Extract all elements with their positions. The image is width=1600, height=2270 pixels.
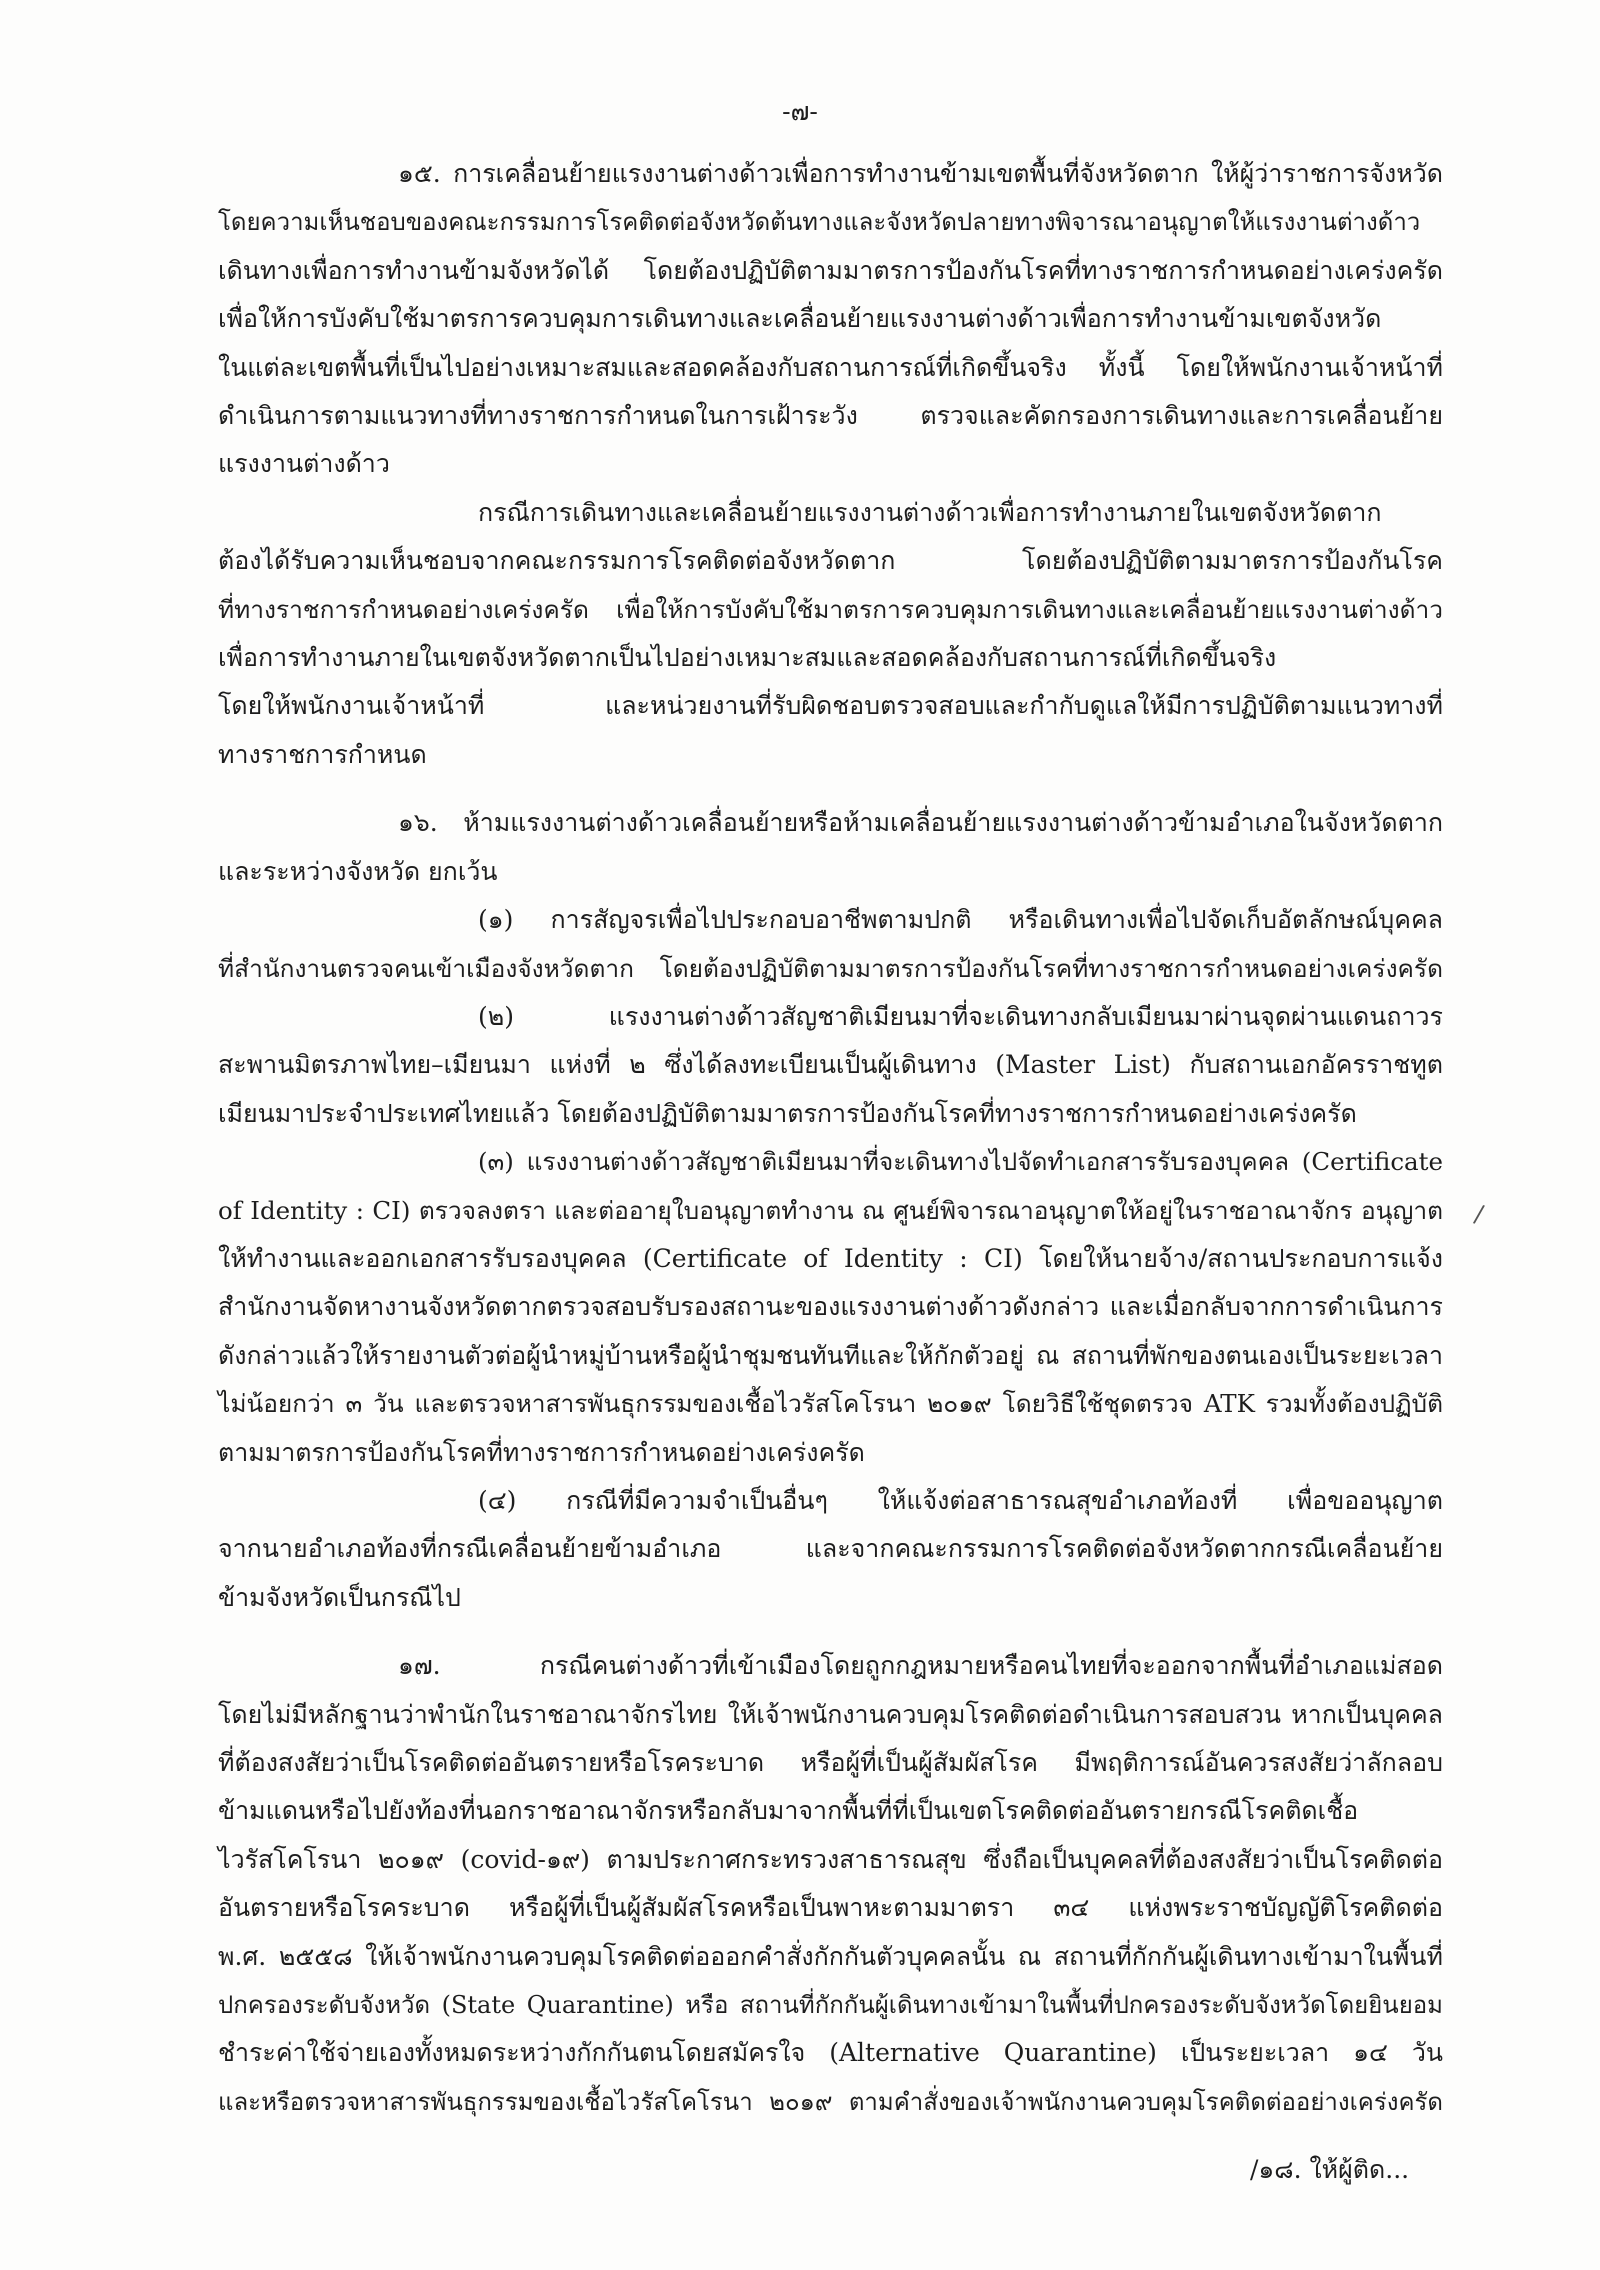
- continuation-marker: /๑๘. ให้ผู้ติด...: [1250, 2155, 1410, 2184]
- text-line: เพื่อการทำงานภายในเขตจังหวัดตากเป็นไปอย่างเหมาะสมและสอดคล้องกับสถานการณ์ที่เกิดขึ้นจริง: [218, 643, 1277, 673]
- text-line: จากนายอำเภอท้องที่กรณีเคลื่อนย้ายข้ามอำเภอ และจากคณะกรรมการโรคติดต่อจังหวัดตากกรณีเคลื่อนย้าย: [218, 1534, 1443, 1564]
- text-line: โดยความเห็นชอบของคณะกรรมการโรคติดต่อจังหวัดต้นทางและจังหวัดปลายทางพิจารณาอนุญาตให้แรงงานต่างด้าว: [218, 208, 1421, 237]
- text-line: พ.ศ. ๒๕๕๘ ให้เจ้าพนักงานควบคุมโรคติดต่อออกคำสั่งกักกันตัวบุคคลนั้น ณ สถานที่กักกันผู้เดินทางเข้ามาในพื้นที่: [218, 1941, 1443, 1971]
- text-line: เมียนมาประจำประเทศไทยแล้ว โดยต้องปฏิบัติตามมาตรการป้องกันโรคที่ทางราชการกำหนดอย่างเคร่งครัด: [218, 1098, 1357, 1128]
- text-line: โดยไม่มีหลักฐานว่าพำนักในราชอาณาจักรไทย ให้เจ้าพนักงานควบคุมโรคติดต่อดำเนินการสอบสวน หากเป็นบุคคล: [218, 1699, 1443, 1729]
- text-line: ดังกล่าวแล้วให้รายงานตัวต่อผู้นำหมู่บ้านหรือผู้นำชุมชนทันทีและให้กักตัวอยู่ ณ สถานที่พักของตนเองเป็นระยะเวลา: [218, 1340, 1443, 1370]
- text-line: ที่สำนักงานตรวจคนเข้าเมืองจังหวัดตาก โดยต้องปฏิบัติตามมาตรการป้องกันโรคที่ทางราชการกำหนดอย่างเคร่งครัด: [218, 953, 1443, 983]
- text-line: ในแต่ละเขตพื้นที่เป็นไปอย่างเหมาะสมและสอดคล้องกับสถานการณ์ที่เกิดขึ้นจริง ทั้งนี้ โดยให้พนักงานเจ้าหน้าที่: [218, 352, 1443, 382]
- text-line: (๒) แรงงานต่างด้าวสัญชาติเมียนมาที่จะเดินทางกลับเมียนมาผ่านจุดผ่านแดนถาวร: [478, 1001, 1443, 1031]
- text-line: ข้ามจังหวัดเป็นกรณีไป: [218, 1582, 461, 1612]
- document-body: [218, 150, 1443, 2126]
- section-16-paragraph: [218, 799, 1443, 1622]
- text-line: และหรือตรวจหาสารพันธุกรรมของเชื้อไวรัสโคโรนา ๒๐๑๙ ตามคำสั่งของเจ้าพนักงานควบคุมโรคติดต่ออย่างเคร่งครัด: [218, 2087, 1443, 2116]
- section-17-paragraph: [218, 1642, 1443, 2126]
- text-line: ทางราชการกำหนด: [218, 739, 427, 769]
- stray-pen-mark: /: [1472, 1199, 1486, 1229]
- text-line: ๑๖. ห้ามแรงงานต่างด้าวเคลื่อนย้ายหรือห้ามเคลื่อนย้ายแรงงานต่างด้าวข้ามอำเภอในจังหวัดตาก: [398, 808, 1443, 838]
- text-line: ที่ต้องสงสัยว่าเป็นโรคติดต่ออันตรายหรือโรคระบาด หรือผู้ที่เป็นผู้สัมผัสโรค มีพฤติการณ์อันควรสงสัยว่าลักลอบ: [218, 1748, 1443, 1777]
- text-line: of Identity : CI) ตรวจลงตรา และต่ออายุใบอนุญาตทำงาน ณ ศูนย์พิจารณาอนุญาตให้อยู่ในราชอาณาจักร อนุญาต: [218, 1195, 1443, 1225]
- page-number: -๗-: [782, 97, 818, 126]
- text-line: (๓) แรงงานต่างด้าวสัญชาติเมียนมาที่จะเดินทางไปจัดทำเอกสารรับรองบุคคล (Certificate: [478, 1147, 1443, 1177]
- text-line: ชำระค่าใช้จ่ายเองทั้งหมดระหว่างกักกันตนโดยสมัครใจ (Alternative Quarantine) เป็นระยะเวลา ๑๔ วัน: [218, 2038, 1443, 2068]
- text-line: ตามมาตรการป้องกันโรคที่ทางราชการกำหนดอย่างเคร่งครัด: [218, 1437, 865, 1467]
- text-line: ไวรัสโคโรนา ๒๐๑๙ (covid-๑๙) ตามประกาศกระทรวงสาธารณสุข ซึ่งถือเป็นบุคคลที่ต้องสงสัยว่าเป็นโรคติดต่อ: [218, 1844, 1443, 1874]
- text-line: ให้ทำงานและออกเอกสารรับรองบุคคล (Certificate of Identity : CI) โดยให้นายจ้าง/สถานประกอบการแจ้ง: [218, 1243, 1443, 1273]
- text-line: (๔) กรณีที่มีความจำเป็นอื่นๆ ให้แจ้งต่อสาธารณสุขอำเภอท้องที่ เพื่อขออนุญาต: [478, 1485, 1443, 1515]
- text-line: ๑๗. กรณีคนต่างด้าวที่เข้าเมืองโดยถูกกฎหมายหรือคนไทยที่จะออกจากพื้นที่อำเภอแม่สอด: [398, 1651, 1443, 1681]
- text-line: ข้ามแดนหรือไปยังท้องที่นอกราชอาณาจักรหรือกลับมาจากพื้นที่ที่เป็นเขตโรคติดต่ออันตรายกรณีโรคติดเชื้อ: [218, 1796, 1359, 1826]
- text-line: สะพานมิตรภาพไทย–เมียนมา แห่งที่ ๒ ซึ่งได้ลงทะเบียนเป็นผู้เดินทาง (Master List) กับสถานเอกอัครราชทูต: [218, 1050, 1443, 1080]
- text-line: ปกครองระดับจังหวัด (State Quarantine) หรือ สถานที่กักกันผู้เดินทางเข้ามาในพื้นที่ปกครองระดับจังหวัดโดยยินยอม: [218, 1991, 1443, 2020]
- text-line: และระหว่างจังหวัด ยกเว้น: [218, 856, 498, 886]
- text-line: (๑) การสัญจรเพื่อไปประกอบอาชีพตามปกติ หรือเดินทางเพื่อไปจัดเก็บอัตลักษณ์บุคคล: [478, 905, 1443, 935]
- section-15-sub-paragraph: [218, 489, 1443, 779]
- text-line: ไม่น้อยกว่า ๓ วัน และตรวจหาสารพันธุกรรมของเชื้อไวรัสโคโรนา ๒๐๑๙ โดยวิธีใช้ชุดตรวจ ATK รวมทั้งต้องปฏิบัติ: [218, 1389, 1443, 1419]
- section-15-paragraph: [218, 150, 1443, 489]
- text-line: สำนักงานจัดหางานจังหวัดตากตรวจสอบรับรองสถานะของแรงงานต่างด้าวดังกล่าว และเมื่อกลับจากการดำเนินการ: [218, 1292, 1443, 1322]
- text-line: แรงงานต่างด้าว: [218, 449, 390, 479]
- text-line: เดินทางเพื่อการทำงานข้ามจังหวัดได้ โดยต้องปฏิบัติตามมาตรการป้องกันโรคที่ทางราชการกำหนดอย่างเคร่งครัด: [218, 255, 1443, 285]
- text-line: เพื่อให้การบังคับใช้มาตรการควบคุมการเดินทางและเคลื่อนย้ายแรงงานต่างด้าวเพื่อการทำงานข้ามเขตจังหวัด: [218, 304, 1382, 334]
- text-line: ๑๕. การเคลื่อนย้ายแรงงานต่างด้าวเพื่อการทำงานข้ามเขตพื้นที่จังหวัดตาก ให้ผู้ว่าราชการจังหวัด: [398, 159, 1443, 188]
- text-line: ต้องได้รับความเห็นชอบจากคณะกรรมการโรคติดต่อจังหวัดตาก โดยต้องปฏิบัติตามมาตรการป้องกันโรค: [218, 546, 1443, 576]
- text-line: อันตรายหรือโรคระบาด หรือผู้ที่เป็นผู้สัมผัสโรคหรือเป็นพาหะตามมาตรา ๓๔ แห่งพระราชบัญญัติโรคติดต่อ: [218, 1893, 1443, 1923]
- text-line: กรณีการเดินทางและเคลื่อนย้ายแรงงานต่างด้าวเพื่อการทำงานภายในเขตจังหวัดตาก: [478, 497, 1382, 527]
- text-line: โดยให้พนักงานเจ้าหน้าที่ และหน่วยงานที่รับผิดชอบตรวจสอบและกำกับดูแลให้มีการปฏิบัติตามแนวทางที่: [218, 691, 1443, 721]
- text-line: ที่ทางราชการกำหนดอย่างเคร่งครัด เพื่อให้การบังคับใช้มาตรการควบคุมการเดินทางและเคลื่อนย้ายแรงงานต่างด้าว: [218, 594, 1443, 624]
- text-line: ดำเนินการตามแนวทางที่ทางราชการกำหนดในการเฝ้าระวัง ตรวจและคัดกรองการเดินทางและการเคลื่อนย้าย: [218, 401, 1443, 431]
